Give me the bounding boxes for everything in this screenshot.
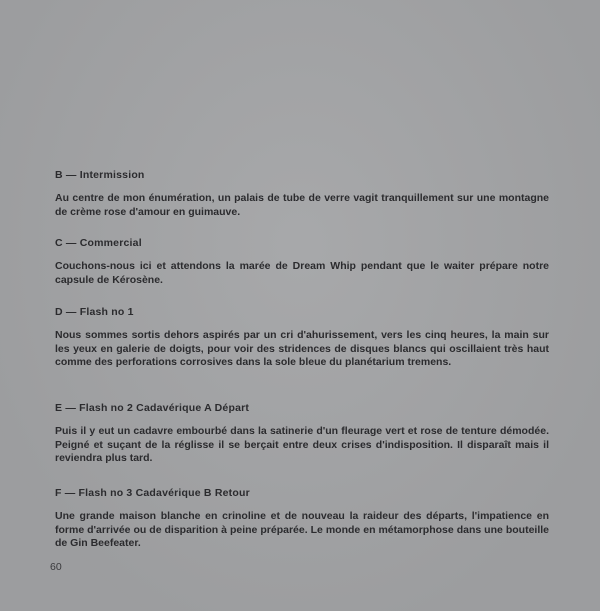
section-text: Couchons-nous ici et attendons la marée de Dream Whip pendant que le waiter prépare notre capsule de Kérosène. <box>55 260 549 286</box>
section-heading: B — Intermission <box>55 169 145 181</box>
section-b <box>55 168 549 219</box>
section-text: Une grande maison blanche en crinoline et de nouveau la raideur des départs, l'impatience en forme d'arrivée ou de disparition à peine préparée. Le monde en métamorphose dans une bouteille de Gin Beefeater. <box>55 510 549 549</box>
section-text: Puis il y eut un cadavre embourbé dans la satinerie d'un fleurage vert et rose de tenture démodée. Peigné et suçant de la réglisse il se berçait entre deux crises d'indisposition. Il disparaît mais il reviendra plus tard. <box>55 425 549 464</box>
section-heading: D — Flash no 1 <box>55 306 134 318</box>
page-number: 60 <box>50 561 62 573</box>
section-text: Nous sommes sortis dehors aspirés par un cri d'ahurissement, vers les cinq heures, la main sur les yeux en galerie de doigts, pour voir des stridences de disques blancs qui oscillaient très haut comme des perforations corrosives dans la sole bleue du planétarium tremens. <box>55 329 549 368</box>
section-f <box>55 486 549 551</box>
section-heading: E — Flash no 2 Cadavérique A Départ <box>55 402 250 414</box>
section-text: Au centre de mon énumération, un palais de tube de verre vagit tranquillement sur une montagne de crème rose d'amour en guimauve. <box>55 192 549 218</box>
section-heading: C — Commercial <box>55 237 142 249</box>
section-e <box>55 401 549 466</box>
section-c <box>55 236 549 287</box>
section-d <box>55 305 549 370</box>
section-heading: F — Flash no 3 Cadavérique B Retour <box>55 487 250 499</box>
